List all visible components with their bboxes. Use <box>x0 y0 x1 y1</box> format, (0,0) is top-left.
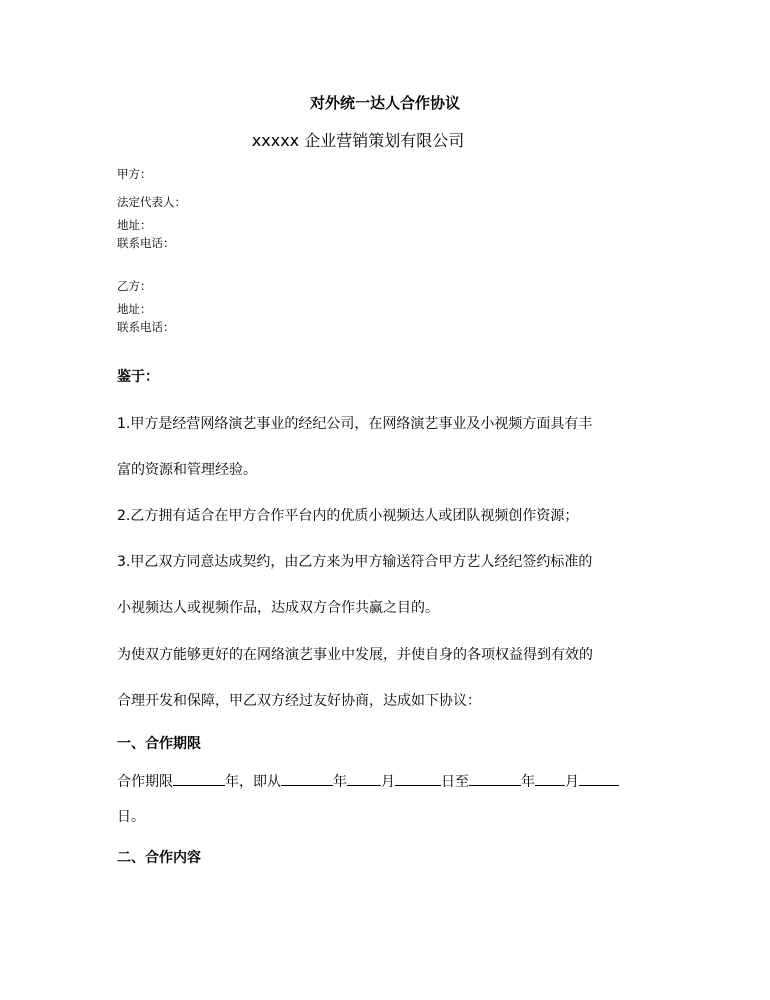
section2-heading: 二、合作内容 <box>117 850 201 866</box>
blank-start-year[interactable] <box>281 771 333 786</box>
term-text: 月 <box>381 774 395 790</box>
blank-end-day[interactable] <box>579 771 619 786</box>
term-text: 日至 <box>441 774 469 790</box>
document-title: 对外统一达人合作协议 <box>309 94 460 112</box>
party-a-legal-rep: 法定代表人： <box>117 195 186 209</box>
clause-line: 2.乙方拥有适合在甲方合作平台内的优质小视频达人或团队视频创作资源； <box>117 508 579 524</box>
party-a-label: 甲方： <box>117 167 152 181</box>
party-a-phone: 联系电话： <box>117 236 175 250</box>
section1-heading: 一、合作期限 <box>117 736 201 752</box>
whereas-heading: 鉴于： <box>117 369 159 385</box>
term-text: 年 <box>333 774 347 790</box>
company-name: xxxxx 企业营销策划有限公司 <box>251 131 465 150</box>
clause-line: 3.甲乙双方同意达成契约，由乙方来为甲方输送符合甲方艺人经纪签约标准的 <box>117 554 593 570</box>
blank-years[interactable] <box>173 771 225 786</box>
term-end: 日。 <box>117 809 145 825</box>
term-line <box>117 771 619 792</box>
party-a-address: 地址： <box>117 218 152 232</box>
term-text: 合作期限 <box>117 774 173 790</box>
blank-start-month[interactable] <box>347 771 381 786</box>
clause-line: 1.甲方是经营网络演艺事业的经纪公司，在网络演艺事业及小视频方面具有丰 <box>117 416 593 432</box>
term-text: 月 <box>565 774 579 790</box>
clause-line: 小视频达人或视频作品，达成双方合作共赢之目的。 <box>117 600 439 616</box>
term-text: 年 <box>521 774 535 790</box>
clause-line: 合理开发和保障，甲乙双方经过友好协商，达成如下协议： <box>117 693 481 709</box>
blank-start-day[interactable] <box>395 771 441 786</box>
party-b-address: 地址： <box>117 302 152 316</box>
clause-line: 富的资源和管理经验。 <box>117 462 257 478</box>
term-text: 年，即从 <box>225 774 281 790</box>
blank-end-year[interactable] <box>469 771 521 786</box>
party-b-label: 乙方： <box>117 279 152 293</box>
blank-end-month[interactable] <box>535 771 565 786</box>
clause-line: 为使双方能够更好的在网络演艺事业中发展，并使自身的各项权益得到有效的 <box>117 647 593 663</box>
party-b-phone: 联系电话： <box>117 320 175 334</box>
